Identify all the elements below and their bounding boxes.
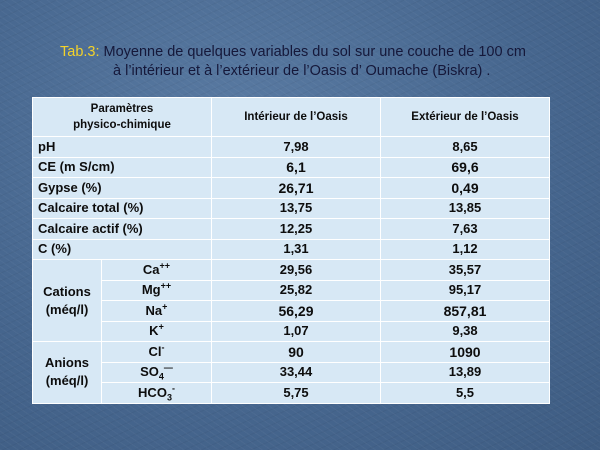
anions-label-line-2: (méq/l) — [45, 373, 89, 389]
header-parameters — [33, 98, 212, 137]
interior-value: 12,25 — [212, 219, 381, 240]
ion-name: Na+ — [102, 301, 212, 322]
ion-name: $HCO_3^-$ — [102, 383, 212, 404]
interior-value: 33,44 — [212, 362, 381, 383]
interior-value: 6,1 — [212, 157, 381, 178]
table-header-row — [33, 98, 550, 137]
cations-label-line-2: (méq/l) — [45, 301, 89, 317]
interior-value: 56,29 — [212, 301, 381, 322]
table-row — [33, 137, 550, 158]
table-row — [33, 301, 550, 322]
interior-value: 13,75 — [212, 198, 381, 219]
row-name: CE (m S/cm) — [33, 157, 212, 178]
table-row — [33, 219, 550, 240]
interior-value: 1,07 — [212, 321, 381, 342]
cations-group-label — [33, 260, 102, 342]
table-row — [33, 260, 550, 281]
interior-value: 29,56 — [212, 260, 381, 281]
row-name: C (%) — [33, 239, 212, 260]
ion-name: Mg++ — [102, 280, 212, 301]
exterior-value: 95,17 — [381, 280, 550, 301]
exterior-value: 13,89 — [381, 362, 550, 383]
table-row — [33, 157, 550, 178]
header-interior: Intérieur de l’Oasis — [212, 98, 381, 137]
ion-name: Cl- — [102, 342, 212, 363]
table-row — [33, 198, 550, 219]
table-row — [33, 383, 550, 404]
exterior-value: 7,63 — [381, 219, 550, 240]
row-name: Calcaire actif (%) — [33, 219, 212, 240]
row-name: pH — [33, 137, 212, 158]
interior-value: 90 — [212, 342, 381, 363]
exterior-value: 1090 — [381, 342, 550, 363]
caption-label: Tab.3: — [60, 44, 100, 60]
exterior-value: 5,5 — [381, 383, 550, 404]
exterior-value: 0,49 — [381, 178, 550, 199]
ion-name: Ca++ — [102, 260, 212, 281]
interior-value: 5,75 — [212, 383, 381, 404]
exterior-value: 35,57 — [381, 260, 550, 281]
caption-line-1 — [60, 44, 526, 61]
caption-text-1: Moyenne de quelques variables du sol sur une couche de 100 cm — [99, 44, 526, 60]
table-row — [33, 321, 550, 342]
table-row — [33, 362, 550, 383]
row-name: Gypse (%) — [33, 178, 212, 199]
anions-group-label — [33, 342, 102, 404]
row-name: Calcaire total (%) — [33, 198, 212, 219]
exterior-value: 13,85 — [381, 198, 550, 219]
table-row — [33, 342, 550, 363]
exterior-value: 1,12 — [381, 239, 550, 260]
table-row — [33, 280, 550, 301]
exterior-value: 8,65 — [381, 137, 550, 158]
interior-value: 26,71 — [212, 178, 381, 199]
soil-variables-table — [32, 97, 550, 404]
table-row — [33, 239, 550, 260]
ion-name: $SO_4^—$ — [102, 362, 212, 383]
interior-value: 1,31 — [212, 239, 381, 260]
header-parameters-line-2: physico-chimique — [73, 119, 171, 131]
interior-value: 7,98 — [212, 137, 381, 158]
caption-line-2: à l’intérieur et à l’extérieur de l’Oasis d’ Oumache (Biskra) . — [113, 63, 491, 79]
anions-label-line-1: Anions — [44, 355, 90, 371]
header-parameters-line-1: Paramètres — [90, 103, 154, 115]
header-exterior: Extérieur de l’Oasis — [381, 98, 550, 137]
ion-name: K+ — [102, 321, 212, 342]
exterior-value: 69,6 — [381, 157, 550, 178]
exterior-value: 9,38 — [381, 321, 550, 342]
exterior-value: 857,81 — [381, 301, 550, 322]
cations-label-line-1: Cations — [43, 283, 91, 299]
interior-value: 25,82 — [212, 280, 381, 301]
table-row — [33, 178, 550, 199]
